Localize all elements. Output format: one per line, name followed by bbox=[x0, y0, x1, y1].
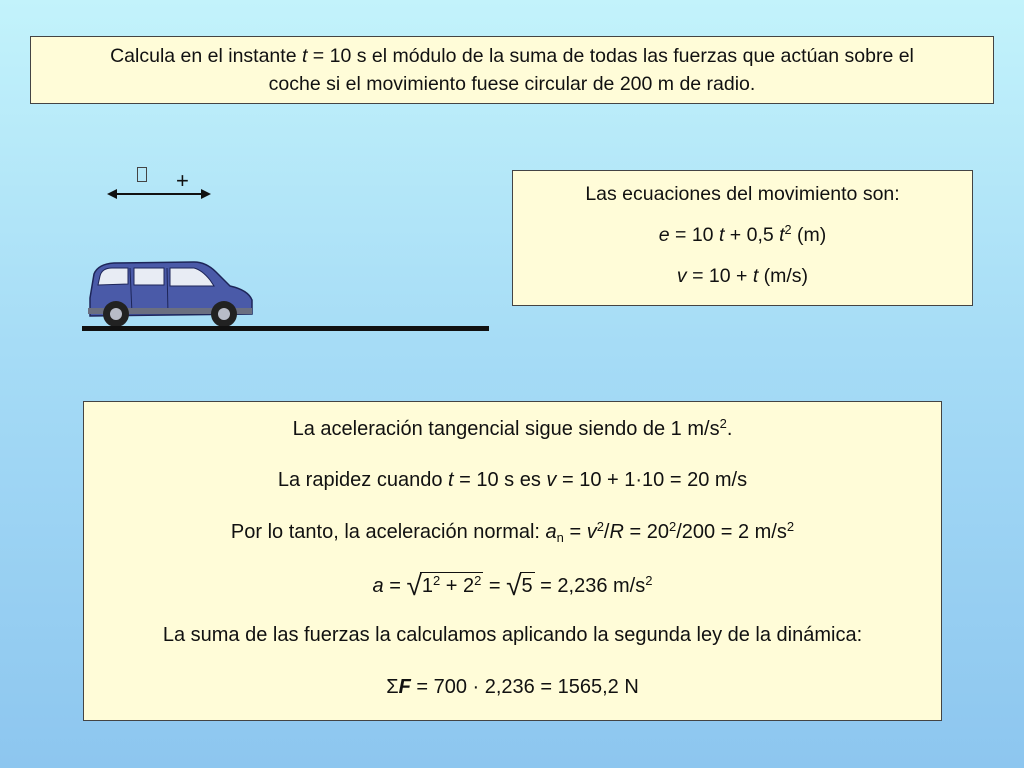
eq-text: = 10 + bbox=[686, 265, 753, 287]
problem-text: Calcula en el instante bbox=[110, 45, 302, 67]
problem-line-1 bbox=[31, 42, 993, 70]
eq-text: = 10 bbox=[669, 224, 719, 246]
solution-text: = 700 · 2,236 = 1565,2 N bbox=[410, 676, 639, 698]
eq-symbol: e bbox=[658, 224, 670, 246]
tangential-acceleration-line bbox=[84, 415, 941, 441]
exponent: 2 bbox=[645, 572, 653, 588]
solution-text: La rapidez cuando bbox=[277, 469, 449, 491]
solution-text: . bbox=[726, 418, 733, 440]
solution-text: = 20 bbox=[623, 521, 669, 543]
exponent: 2 bbox=[786, 518, 795, 534]
solution-text: = bbox=[563, 521, 587, 543]
radical-icon: √ bbox=[406, 570, 422, 601]
normal-acceleration-line bbox=[84, 518, 941, 545]
speed-line bbox=[84, 469, 941, 492]
positive-direction-label: + bbox=[176, 168, 189, 193]
symbol: v bbox=[546, 469, 557, 491]
problem-text: = 10 s el módulo de la suma de todas las fuerzas que actúan sobre el bbox=[307, 45, 914, 67]
square-root-2 bbox=[506, 570, 535, 602]
symbol: t bbox=[448, 469, 454, 491]
double-arrow-icon bbox=[105, 186, 213, 202]
solution-text: / bbox=[603, 521, 610, 543]
eq-unit: (m/s) bbox=[758, 265, 809, 287]
ground-line bbox=[82, 326, 489, 331]
radicand bbox=[420, 572, 484, 598]
problem-line-2: coche si el movimiento fuese circular de 200 m de radio. bbox=[268, 73, 756, 95]
minivan-icon bbox=[84, 258, 256, 330]
velocity-equation bbox=[513, 265, 972, 288]
problem-time-variable: t bbox=[301, 45, 308, 67]
exponent: 2 bbox=[432, 572, 441, 588]
radical-icon: √ bbox=[506, 570, 522, 601]
solution-text: Por lo tanto, la aceleración normal: bbox=[230, 521, 546, 543]
solution-text: = 10 s es bbox=[453, 469, 547, 491]
motion-equations-box bbox=[512, 170, 973, 306]
square-root-1 bbox=[406, 570, 483, 602]
eq-exponent: 2 bbox=[784, 223, 792, 238]
exponent: 2 bbox=[474, 572, 482, 588]
symbol: R bbox=[609, 521, 624, 543]
solution-text: = bbox=[483, 575, 507, 597]
force-result-line bbox=[84, 676, 941, 699]
eq-text: + 0,5 bbox=[724, 224, 780, 246]
placeholder-glyph-icon bbox=[137, 167, 147, 182]
dynamics-law-line: La suma de las fuerzas la calculamos aplicando la segunda ley de la dinámica: bbox=[162, 624, 863, 646]
eq-symbol: t bbox=[779, 224, 785, 246]
eq-symbol: t bbox=[752, 265, 759, 287]
force-symbol: F bbox=[398, 676, 411, 698]
problem-statement-box bbox=[30, 36, 994, 104]
exponent: 2 bbox=[596, 518, 604, 534]
solution-box bbox=[83, 401, 942, 721]
exponent: 2 bbox=[719, 415, 727, 431]
solution-text: + 2 bbox=[440, 575, 475, 597]
eq-symbol: t bbox=[718, 224, 725, 246]
symbol: a bbox=[372, 575, 384, 597]
solution-text: = 2,236 m/s bbox=[534, 575, 646, 597]
solution-text: = 10 + 1·10 = 20 m/s bbox=[556, 469, 748, 491]
solution-text: = bbox=[383, 575, 407, 597]
solution-text: 1 bbox=[421, 575, 433, 597]
position-equation bbox=[513, 224, 972, 247]
symbol: v bbox=[586, 521, 597, 543]
solution-text: /200 = 2 m/s bbox=[676, 521, 787, 543]
radicand: 5 bbox=[520, 572, 535, 598]
eq-unit: (m) bbox=[791, 224, 827, 246]
solution-text: La aceleración tangencial sigue siendo de 1 m/s bbox=[292, 418, 720, 440]
eq-symbol: v bbox=[676, 265, 687, 287]
subscript: n bbox=[556, 529, 564, 545]
equations-title: Las ecuaciones del movimiento son: bbox=[585, 183, 900, 205]
exponent: 2 bbox=[668, 518, 677, 534]
sigma-symbol: Σ bbox=[386, 676, 399, 698]
symbol: a bbox=[545, 521, 557, 543]
total-acceleration-line bbox=[84, 570, 941, 602]
